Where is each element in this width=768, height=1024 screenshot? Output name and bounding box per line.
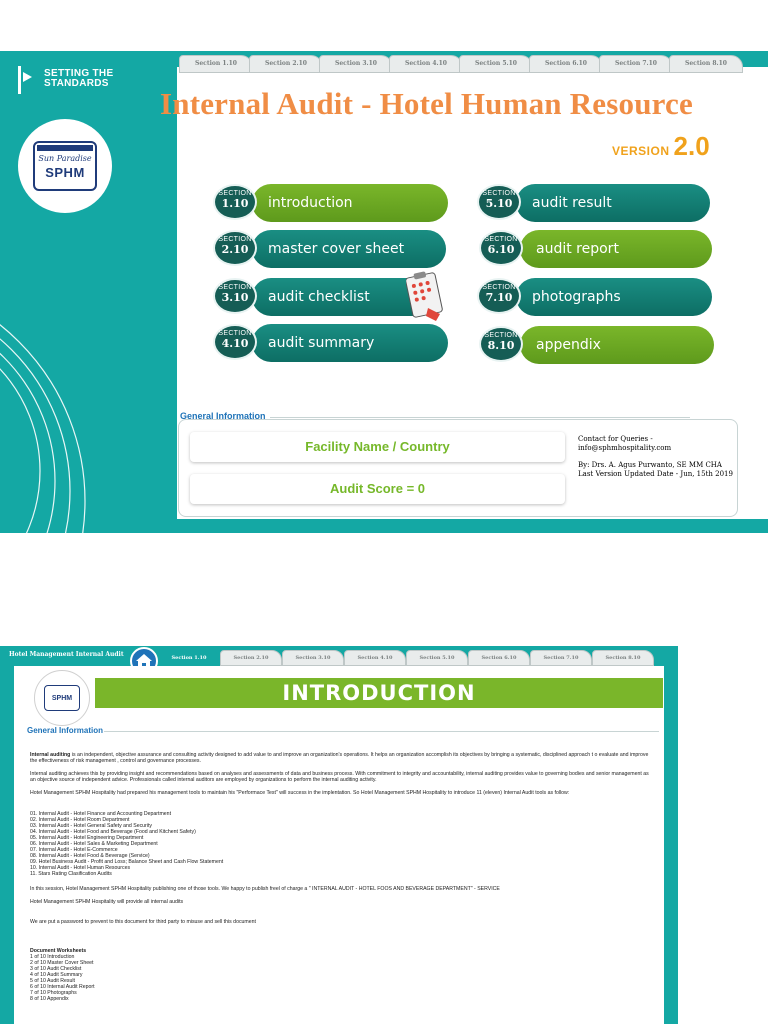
section-badge-4: SECTION 4.10 — [213, 324, 257, 360]
list-item: 1 of 10 Introduction — [30, 954, 75, 960]
list-item: 01. Internal Audit - Hotel Finance and Accounting Department — [30, 811, 172, 817]
list-item: 6 of 10 Internal Audit Report — [30, 984, 95, 990]
list-item: 2 of 10 Master Cover Sheet — [30, 960, 94, 966]
section-tabs — [177, 55, 768, 73]
standards-logo-icon — [16, 64, 34, 96]
introduction-content — [14, 666, 664, 1024]
list-item: 04. Internal Audit - Hotel Food and Beverage (Food and Kitchent Safety) — [30, 829, 196, 835]
list-item: 10. Internal Audit - Hotel Human Resources — [30, 865, 131, 871]
tab-section-4[interactable]: Section 4.10 — [389, 55, 463, 73]
author-text: By: Drs. A. Agus Purwanto, SE MM CHA — [578, 461, 722, 469]
sheet-tab-section-6[interactable]: Section 6.10 — [468, 650, 530, 666]
list-item: 3 of 10 Audit Checklist — [30, 966, 82, 972]
sheet-tab-section-4[interactable]: Section 4.10 — [344, 650, 406, 666]
tab-section-3[interactable]: Section 3.10 — [319, 55, 393, 73]
worksheets-heading: Document Worksheets — [30, 948, 87, 954]
list-item: 8 of 10 Appendix — [30, 996, 69, 1002]
contact-email-link[interactable]: info@sphmhospitality.com — [578, 444, 672, 452]
general-info-divider — [270, 417, 690, 418]
menu-appendix-button[interactable]: appendix — [520, 326, 714, 364]
sheet-tab-section-3[interactable]: Section 3.10 — [282, 650, 344, 666]
list-item: 4 of 10 Audit Summary — [30, 972, 83, 978]
menu-introduction-button[interactable]: introduction — [252, 184, 448, 222]
page-title: Internal Audit - Hotel Human Resource — [160, 86, 693, 121]
audit-tools-list — [30, 811, 650, 877]
version-number: 2.0 — [673, 131, 710, 161]
tab-section-8[interactable]: Section 8.10 — [669, 55, 743, 73]
brand-line-1: SETTING THE — [44, 68, 114, 79]
section-badge-2: SECTION 2.10 — [213, 230, 257, 266]
tab-section-6[interactable]: Section 6.10 — [529, 55, 603, 73]
list-item: 03. Internal Audit - Hotel General Safety and Security — [30, 823, 152, 829]
main-menu-sheet — [0, 51, 768, 533]
clipboard-checklist-icon — [406, 270, 444, 322]
tab-section-1[interactable]: Section 1.10 — [179, 55, 253, 73]
section-badge-3: SECTION 3.10 — [213, 278, 257, 314]
sheet-header: Hotel Management Internal Audit — [9, 651, 124, 658]
introduction-title: INTRODUCTION — [95, 678, 663, 708]
version-word: VERSION — [612, 144, 670, 158]
sphm-tagline: Sun Paradise — [38, 154, 92, 163]
contact-queries-label: Contact for Queries - — [578, 435, 653, 443]
brand-line-2: STANDARDS — [44, 78, 109, 89]
intro-paragraph-2: Internal auditing achieves this by providing insight and recommendations based on analyses and assessments of data and business process. With commitment to integrity and accountability, internal auditing provides value to governing bodies and senior management as an objective source of independent advice. Professionals called internal auditors are employed by organizations to perform the internal auditing activity. — [30, 771, 649, 783]
sheet-general-info-heading: General Information — [27, 726, 104, 735]
general-info-heading: General Information — [180, 411, 266, 421]
list-item: 7 of 10 Photographs — [30, 990, 77, 996]
list-item: 08. Internal Audit - Hotel Food & Beverage (Service) — [30, 853, 150, 859]
intro-paragraph-4: In this session, Hotel Management SPHM Hospitality publishing one of those tools. We happy to publish freel of charge a " INTERNAL AUDIT - HOTEL FOOS AND BEVERAGE DEPARTMENT" - SERVICE — [30, 886, 500, 892]
sheet-section-tabs — [158, 650, 668, 666]
sheet-sphm-logo — [34, 670, 90, 726]
list-item: 02. Internal Audit - Hotel Room Department — [30, 817, 130, 823]
intro-paragraph-6: We are put a password to prevent to this document for third party to misuse and sell this document — [30, 919, 256, 925]
sheet-sphm-name: SPHM — [51, 695, 73, 702]
sphm-name: SPHM — [45, 165, 85, 180]
facility-name-field[interactable]: Facility Name / Country — [190, 432, 565, 462]
section-badge-5: SECTION 5.10 — [477, 184, 521, 220]
menu-audit-result-button[interactable]: audit result — [516, 184, 710, 222]
intro-paragraph-1: Internal auditing is an independent, objective assurance and consulting activity designed to add value to and improve an organization's operations. It helps an organization accomplish its objectives by bringing a systematic, disciplined approach t o evaluate and improve the effectiveness of risk management , control and governance processes. — [30, 752, 649, 764]
tab-section-5[interactable]: Section 5.10 — [459, 55, 533, 73]
version-label — [612, 131, 710, 162]
sheet-tab-section-1[interactable]: Section 1.10 — [158, 650, 220, 666]
document-worksheets — [30, 948, 650, 1002]
list-item: 11. Stars Rating Clasification Audits — [30, 871, 112, 877]
list-item: 05. Internal Audit - Hotel Engineering Department — [30, 835, 144, 841]
sheet-tab-section-2[interactable]: Section 2.10 — [220, 650, 282, 666]
section-badge-7: SECTION 7.10 — [477, 278, 521, 314]
intro-paragraph-3: Hotel Management SPHM Hospitality had prepared his management tools to maintain his "Performace Test" will success in the implentation. So Hotel Management SPHM Hospitality to introduce 11 (eleven) Internal Audit tools as follow: — [30, 790, 570, 796]
last-updated-text: Last Version Updated Date - Jun, 15th 2019 — [578, 470, 733, 478]
sheet-tab-section-5[interactable]: Section 5.10 — [406, 650, 468, 666]
menu-audit-checklist-button[interactable]: audit checklist — [252, 278, 432, 316]
list-item: 07. Internal Audit - Hotel E-Commerce — [30, 847, 118, 853]
sheet-general-info-divider — [104, 731, 659, 732]
tab-section-2[interactable]: Section 2.10 — [249, 55, 323, 73]
sheet-tab-section-7[interactable]: Section 7.10 — [530, 650, 592, 666]
menu-audit-summary-button[interactable]: audit summary — [252, 324, 448, 362]
audit-score-field: Audit Score = 0 — [190, 474, 565, 504]
tab-section-7[interactable]: Section 7.10 — [599, 55, 673, 73]
menu-master-cover-sheet-button[interactable]: master cover sheet — [252, 230, 446, 268]
list-item: 5 of 10 Audit Result — [30, 978, 75, 984]
menu-photographs-button[interactable]: photographs — [516, 278, 712, 316]
sheet-tab-section-8[interactable]: Section 8.10 — [592, 650, 654, 666]
introduction-sheet — [0, 646, 678, 1024]
decorative-arcs — [0, 51, 180, 533]
menu-audit-report-button[interactable]: audit report — [520, 230, 712, 268]
list-item: 09. Hotel Business Audit - Profit and Loss; Balance Sheet and Cash Flow Statement — [30, 859, 224, 865]
section-badge-8: SECTION 8.10 — [479, 326, 523, 362]
list-item: 06. Internal Audit - Hotel Sales & Marketing Department — [30, 841, 158, 847]
section-badge-6: SECTION 6.10 — [479, 230, 523, 266]
section-badge-1: SECTION 1.10 — [213, 184, 257, 220]
intro-paragraph-5: Hotel Management SPHM Hospitality will provide all internal audits — [30, 899, 184, 905]
sphm-logo — [18, 119, 112, 213]
